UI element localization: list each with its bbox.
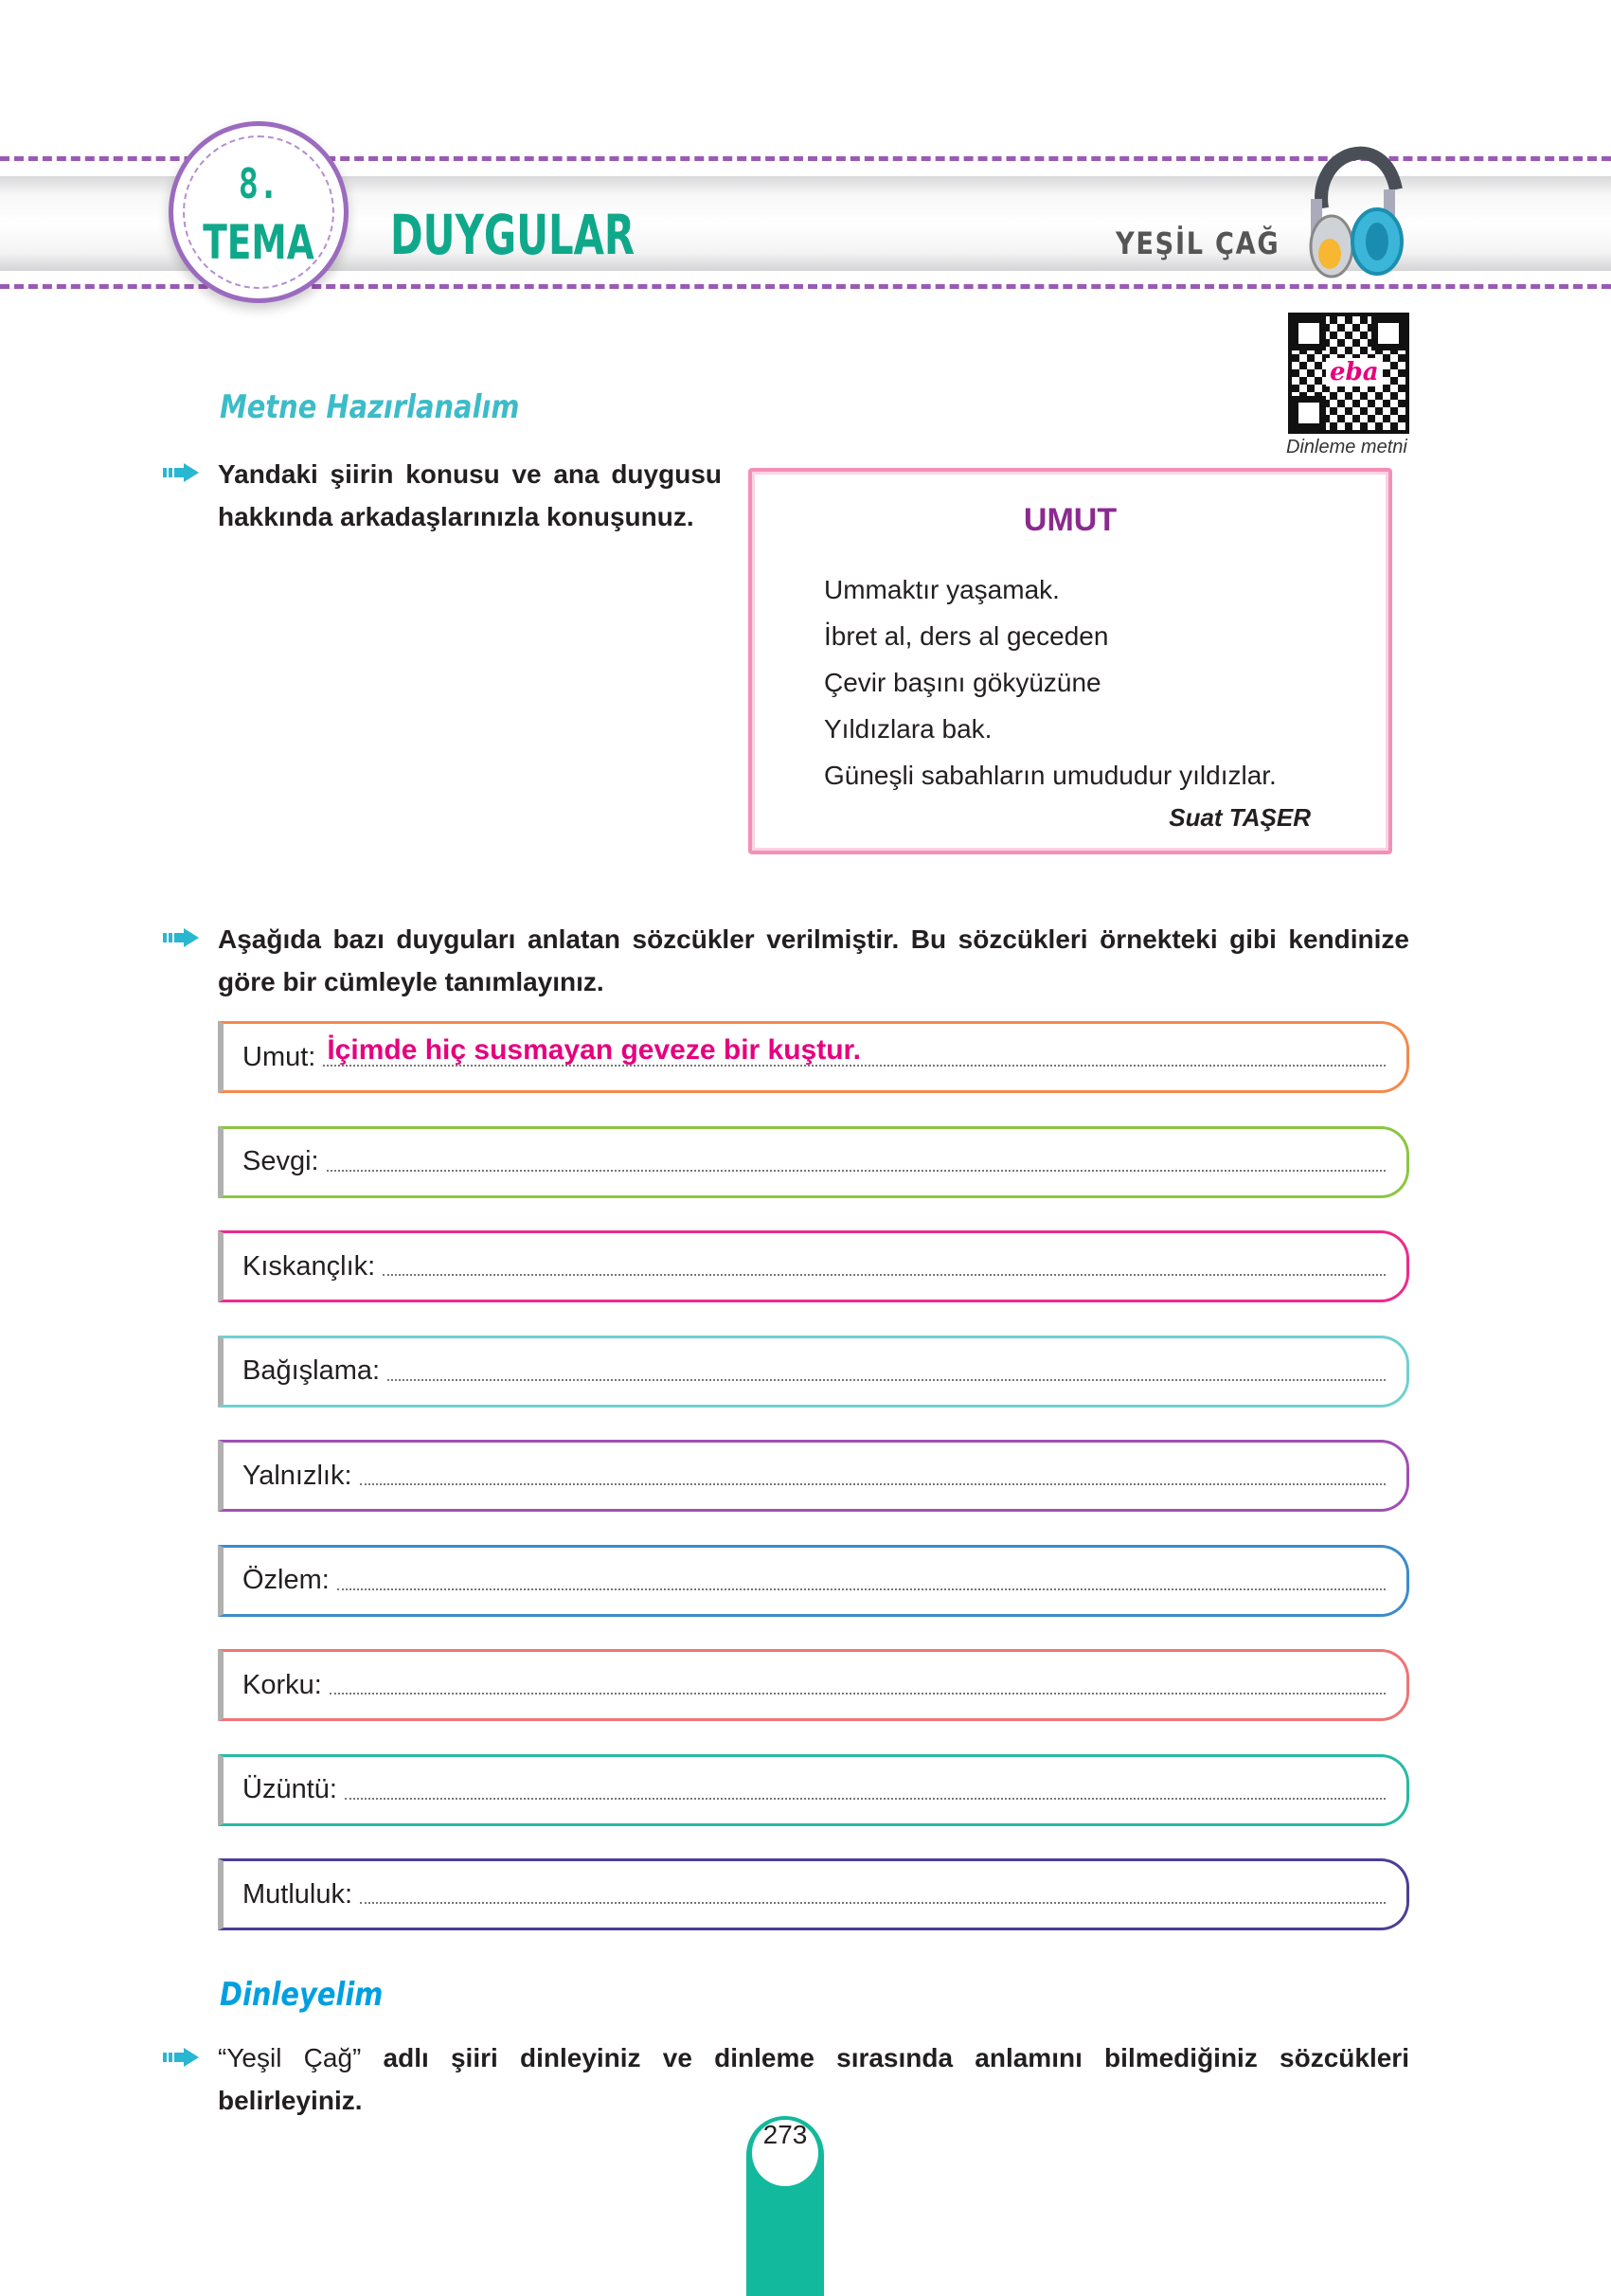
emotion-label: Umut:	[242, 1041, 316, 1072]
arrow-bullet-icon	[163, 928, 199, 947]
answer-field[interactable]	[327, 1153, 1386, 1172]
theme-badge	[169, 121, 349, 303]
poem-line: Güneşli sabahların umududur yıldızlar.	[824, 761, 1277, 790]
arrow-bullet-icon	[163, 2048, 199, 2067]
answer-field[interactable]	[360, 1466, 1386, 1485]
poem-box	[748, 468, 1392, 854]
answer-field[interactable]	[323, 1034, 1386, 1067]
poem-line: İbret al, ders al geceden	[824, 621, 1109, 651]
page-number: 273	[752, 2120, 818, 2186]
answer-field[interactable]	[360, 1885, 1386, 1904]
emotion-row	[218, 1545, 1409, 1617]
emotion-row	[218, 1021, 1409, 1093]
section-title-prepare: Metne Hazırlanalım	[220, 388, 520, 426]
theme-title: DUYGULAR	[390, 203, 635, 267]
qr-caption: Dinleme metni	[1286, 437, 1407, 457]
emotion-label: Özlem:	[242, 1565, 330, 1595]
emotion-label: Bağışlama:	[242, 1355, 381, 1386]
section-title-listen: Dinleyelim	[220, 1976, 384, 2014]
emotion-label: Sevgi:	[242, 1146, 319, 1176]
emotion-label: Korku:	[242, 1669, 322, 1700]
poem-reference: “Yeşil Çağ”	[218, 2043, 362, 2072]
theme-label: TEMA	[203, 215, 314, 270]
poem-line: Yıldızlara bak.	[824, 714, 993, 744]
arrow-bullet-icon	[163, 463, 199, 482]
emotion-row	[218, 1126, 1409, 1198]
instruction-text: adlı şiiri dinleyiniz ve dinleme sırasında anlamını bilmediğiniz sözcükleri belirleyiniz.	[218, 2043, 1409, 2115]
answer-field[interactable]	[330, 1676, 1386, 1695]
answer-field[interactable]	[383, 1257, 1386, 1276]
emotion-label: Yalnızlık:	[242, 1460, 352, 1491]
qr-code[interactable]	[1288, 313, 1409, 434]
instruction-listen	[218, 2036, 1409, 2122]
answer-text: İçimde hiç susmayan geveze bir kuştur.	[327, 1034, 861, 1066]
poem-line: Ummaktır yaşamak.	[824, 575, 1060, 604]
poem-lines	[824, 566, 1277, 798]
answer-field[interactable]	[345, 1781, 1386, 1800]
listening-poem-title: YEŞİL ÇAĞ	[1116, 225, 1280, 261]
emotion-row	[218, 1336, 1409, 1408]
instruction-poem-discussion: Yandaki şiirin konusu ve ana duygusu hakkında arkadaşlarınızla konuşunuz.	[218, 459, 722, 531]
emotion-row	[218, 1230, 1409, 1302]
answer-field[interactable]	[387, 1362, 1386, 1381]
theme-number: 8.	[238, 160, 279, 208]
emotion-label: Mutluluk:	[242, 1878, 353, 1910]
instruction-define-emotions: Aşağıda bazı duyguları anlatan sözcükler verilmiştir. Bu sözcükleri örnekteki gibi kendinize göre bir cümleyle tanımlayınız.	[218, 924, 1409, 996]
eba-logo: eba	[1326, 358, 1383, 386]
page-tab	[746, 2116, 824, 2296]
emotion-row	[218, 1649, 1409, 1721]
emotion-label: Üzüntü:	[242, 1774, 337, 1804]
emotion-row	[218, 1858, 1409, 1930]
poem-title: UMUT	[1023, 502, 1118, 538]
emotion-row	[218, 1440, 1409, 1512]
emotion-label: Kıskançlık:	[242, 1250, 376, 1282]
emotion-row	[218, 1754, 1409, 1826]
headphones-icon	[1294, 133, 1407, 280]
answer-field[interactable]	[337, 1571, 1386, 1590]
poem-line: Çevir başını gökyüzüne	[824, 668, 1101, 697]
poem-author: Suat TAŞER	[1169, 803, 1311, 832]
